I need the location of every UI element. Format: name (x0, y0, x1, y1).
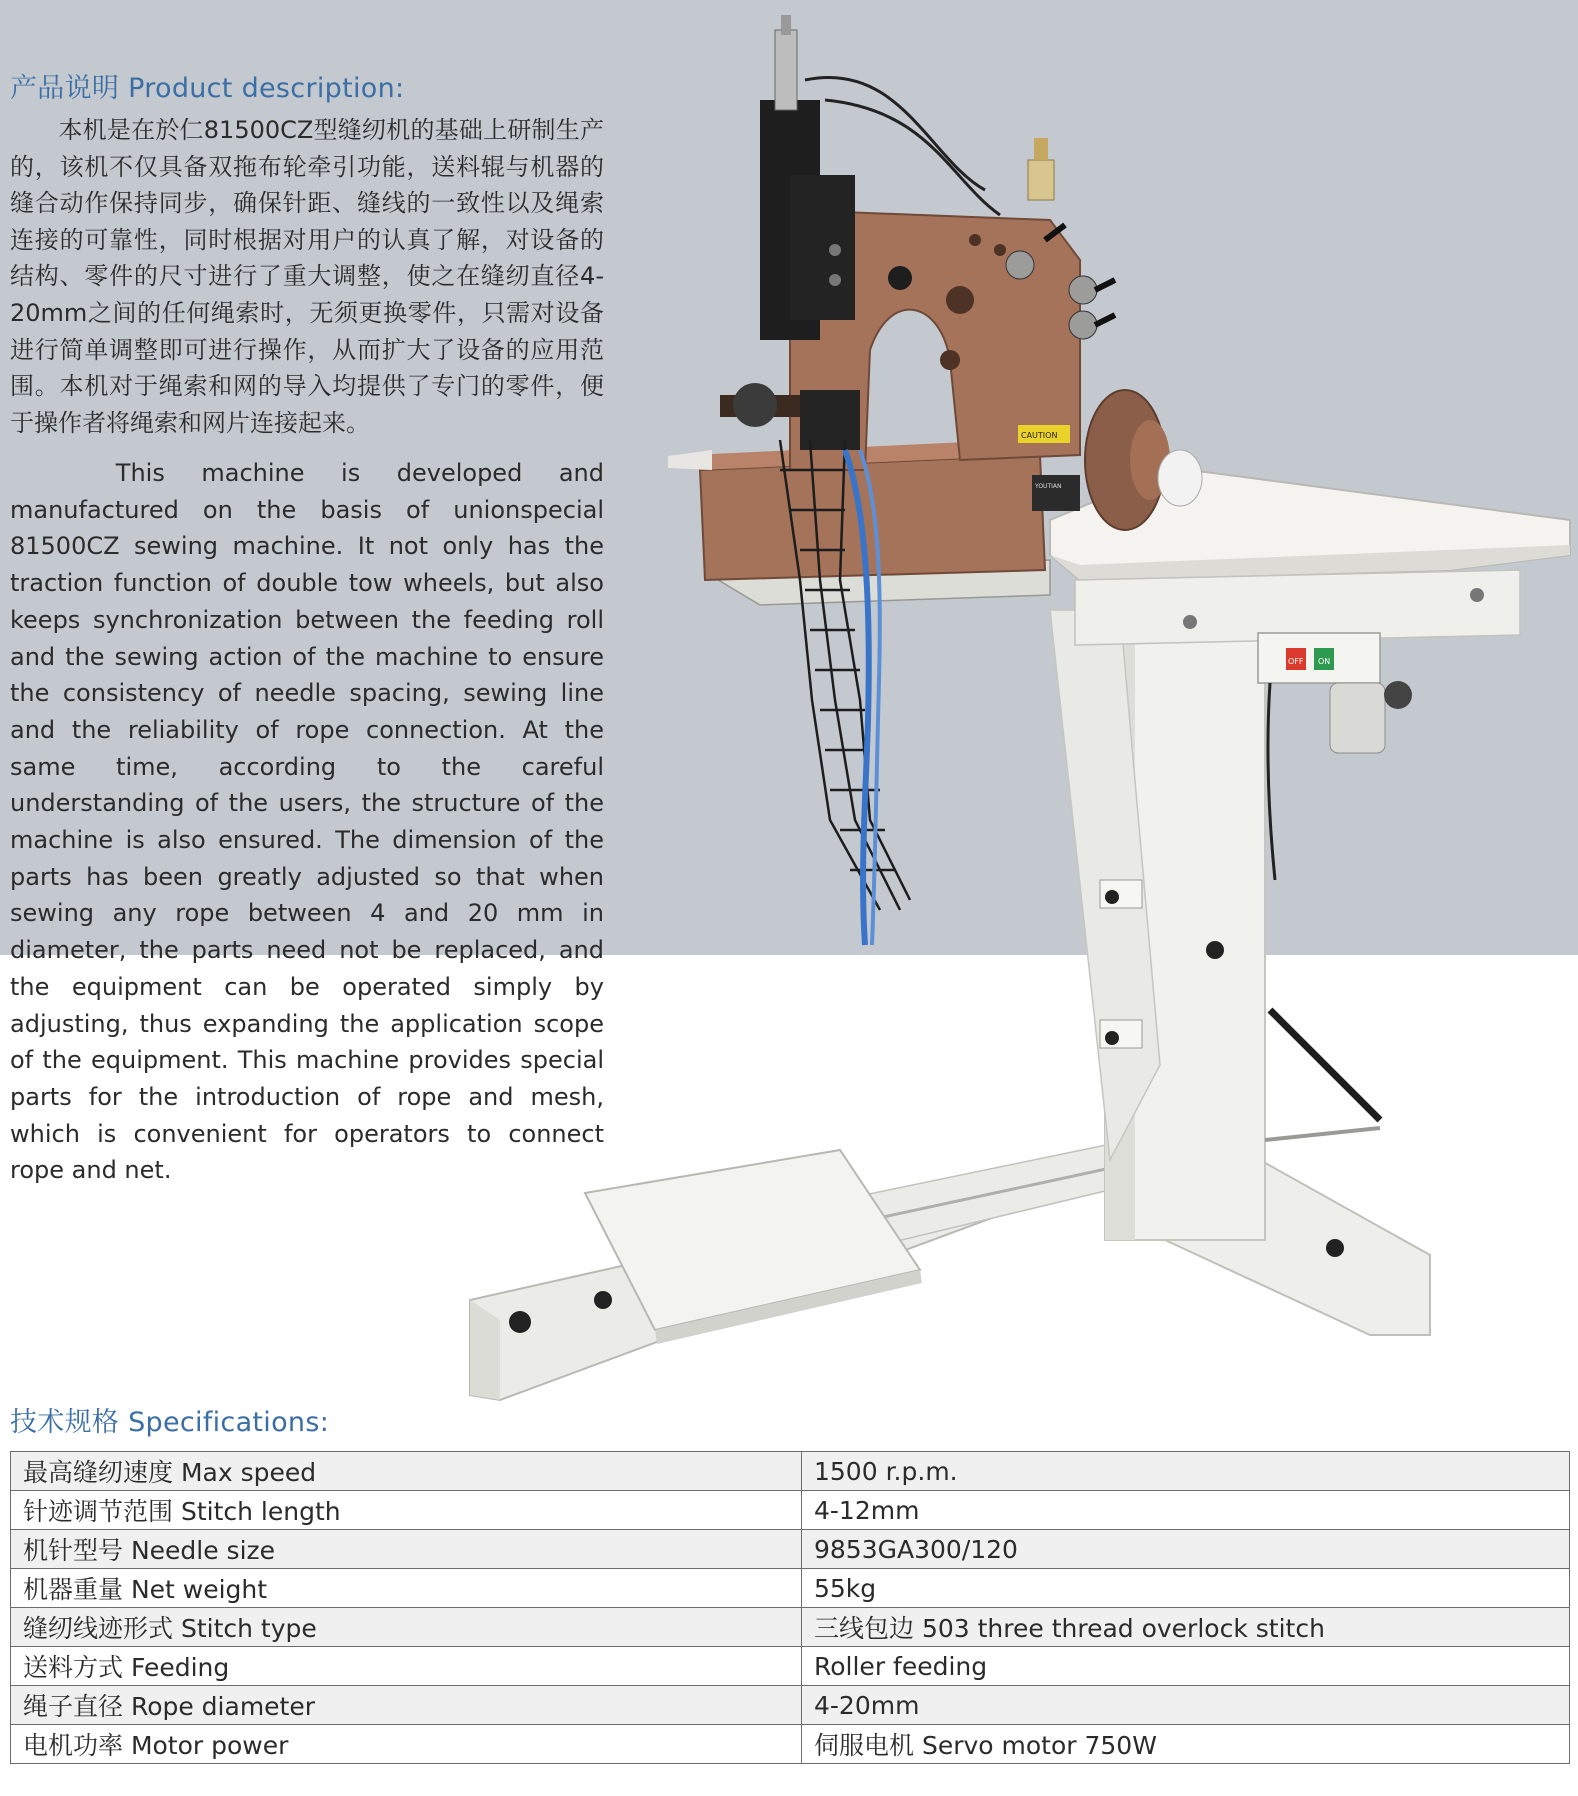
spec-label: 绳子直径 Rope diameter (11, 1686, 802, 1725)
spec-value: 伺服电机 Servo motor 750W (802, 1725, 1570, 1764)
off-switch-label: OFF (1288, 657, 1304, 666)
spec-label: 针迹调节范围 Stitch length (11, 1491, 802, 1530)
table-row (11, 1647, 1570, 1686)
sewing-machine-image (460, 0, 1578, 1420)
spec-label: 最高缝纫速度 Max speed (11, 1452, 802, 1491)
specifications-table (10, 1451, 1570, 1764)
spec-label: 电机功率 Motor power (11, 1725, 802, 1764)
table-row (11, 1491, 1570, 1530)
on-switch-label: ON (1318, 657, 1331, 666)
table-row (11, 1725, 1570, 1764)
table-row (11, 1452, 1570, 1491)
table-row (11, 1608, 1570, 1647)
spec-value: 4-20mm (802, 1686, 1570, 1725)
spec-value: Roller feeding (802, 1647, 1570, 1686)
table-row (11, 1686, 1570, 1725)
spec-value: 4-12mm (802, 1491, 1570, 1530)
description-english: This machine is developed and manufactured on the basis of unionspecial 81500CZ sewing machine. It not only has the traction function of double tow wheels, but also keeps synchronization between the feeding roll and the sewing action of the machine to ensure the consistency of needle spacing, sewing line and the reliability of rope connection. At the same time, according to the careful understanding of the users, the structure of the machine is also ensured. The dimension of the parts has been greatly adjusted so that when sewing any rope between 4 and 20 mm in diameter, the parts need not be replaced, and the equipment can be operated simply by adjusting, thus expanding the application scope of the equipment. This machine provides special parts for the introduction of rope and mesh, which is convenient for operators to connect rope and net. (10, 459, 604, 1185)
spec-value: 9853GA300/120 (802, 1530, 1570, 1569)
spec-label: 机器重量 Net weight (11, 1569, 802, 1608)
caution-label: CAUTION (1021, 431, 1058, 440)
spec-value: 1500 r.p.m. (802, 1452, 1570, 1491)
spec-label: 送料方式 Feeding (11, 1647, 802, 1686)
spec-label: 机针型号 Needle size (11, 1530, 802, 1569)
table-row (11, 1530, 1570, 1569)
brand-label: YOUTIAN (1035, 483, 1062, 490)
spec-value: 55kg (802, 1569, 1570, 1608)
description-chinese: 本机是在於仁81500CZ型缝纫机的基础上研制生产的，该机不仅具备双拖布轮牵引功能，送料辊与机器的缝合动作保持同步，确保针距、缝线的一致性以及绳索连接的可靠性，同时根据对用户的认真了解，对设备的结构、零件的尺寸进行了重大调整，使之在缝纫直径4-20mm之间的任何绳索时，无须更换零件，只需对设备进行简单调整即可进行操作，从而扩大了设备的应用范围。本机对于绳索和网的导入均提供了专门的零件，便于操作者将绳索和网片连接起来。 (10, 116, 604, 437)
product-description-heading: 产品说明 Product description: (10, 73, 405, 104)
spec-label: 缝纫线迹形式 Stitch type (11, 1608, 802, 1647)
table-row (11, 1569, 1570, 1608)
spec-value: 三线包边 503 three thread overlock stitch (802, 1608, 1570, 1647)
specifications-heading: 技术规格 Specifications: (10, 1407, 330, 1438)
